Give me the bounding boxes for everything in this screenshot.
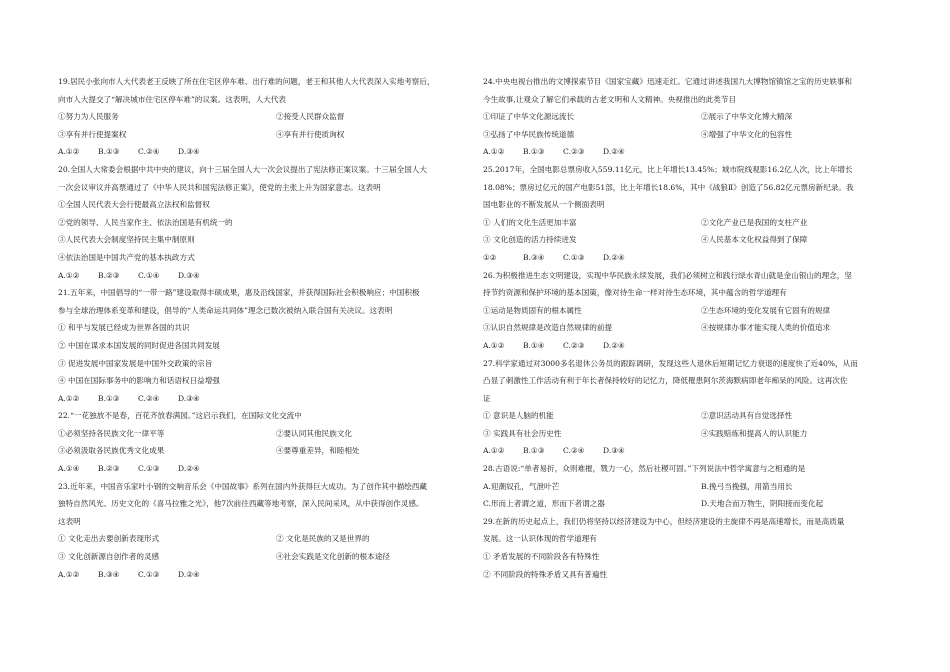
option: ①运动是物质固有的根本属性 [483,305,582,315]
option-row [58,425,468,443]
option: ①努力为人民服务 [58,112,119,122]
option: ④人民基本文化权益得到了保障 [701,235,808,245]
question-stem-line: 27.科学家通过对3000多名退休公务员的跟踪调研，发现这些人退休后短期记忆力衰退的速度快了近40%，从而 [483,358,858,368]
option-row [58,530,468,548]
option-row [58,126,468,144]
answer-choice: A.①② [483,147,505,157]
answer-choice: C.②④ [138,393,160,403]
option: ①全国人民代表大会行使最高立法权和监督权 [58,200,210,210]
question-stem-line: 国电影业的不断发展从一个侧面表明 [483,200,605,210]
answer-choice: C.②③ [563,147,585,157]
option: ② 文化是民族的又是世界的 [276,534,370,544]
option: ③享有并行使提案权 [58,129,127,139]
option: ① 意识是人脑的机能 [483,411,554,421]
question [483,161,893,267]
answer-choice: D.③④ [178,393,200,403]
option-row [483,407,893,425]
option: ① 和平与发展已经成为世界各国的共识 [58,323,190,333]
answer-choice: D.②④ [603,340,625,350]
option: ④要尊重差异，和睦相处 [276,446,360,456]
option: ④享有并行使质询权 [276,129,345,139]
option-row [483,495,893,513]
answer-choice: A.①② [58,569,80,579]
question-stem-line: 今生故事,让观众了解它们承载的古老文明和人文精神。央视推出的此类节目 [483,94,737,104]
answer-choice: D.②④ [178,569,200,579]
option-row [483,231,893,249]
option: ②党的领导、人民当家作主、依法治国是有机统一的 [58,217,233,227]
option: ③ 文化创造的活力持续迸发 [483,235,577,245]
option: ① 人们的文化生活更加丰富 [483,217,577,227]
answer-choice: B.①③ [98,147,120,157]
question-stem-line: 独特自然风光、历史文化的《喜马拉雅之光》，他7次前往西藏等地考察，深入民间采风，从中获得创作灵感。 [58,499,424,509]
answer-choice: B.②③ [98,270,120,280]
question-stem-line: 22.“一花独放不是春，百花齐放春满园。”这启示我们，在国际文化交流中 [58,411,302,421]
option: ②接受人民群众监督 [276,112,345,122]
answer-choice: B.③④ [523,252,545,262]
answer-choice: D.②④ [603,252,625,262]
answer-choice: C.①③ [138,569,160,579]
question-stem-line: 凸显了刺激性工作活动有利于年长者保持较好的记忆力，降低罹患阿尔茨海默病即老年痴呆的风险。这再次佐 [483,376,848,386]
question [58,407,468,477]
answer-choice: C.②③ [563,340,585,350]
question-stem-line: 26.为积极推进生态文明建设，实现中华民族永续发展，我们必须树立和践行绿水青山就是金山银山的理念，坚 [483,270,852,280]
left-column [58,73,468,583]
option: ① 文化走出去要创新表现形式 [58,534,160,544]
answer-choices [58,267,468,285]
answer-choice: C.①③ [138,464,160,474]
question-stem-line: 一次会议审议并高票通过了《中华人民共和国宪法修正案》，使党的主张上升为国家意志。这表明 [58,182,381,192]
question-stem-line: 这表明 [58,516,81,526]
option: ④ 中国在国际事务中的影响力和话语权日益增强 [58,376,220,386]
option: ④增强了中华文化的包容性 [701,129,793,139]
question-stem-line: 21.五年来，中国倡导的“一带一路”建设取得丰硕成果，惠及沿线国家，并获得国际社会积极响应；中国积极 [58,288,420,298]
answer-choices [483,442,893,460]
answer-choice: B.③④ [98,569,120,579]
answer-choice: C.②④ [563,446,585,456]
option: ③人民代表大会制度坚持民主集中制原则 [58,235,195,245]
right-column [483,73,893,583]
answer-choices [483,249,893,267]
option: ②意识活动具有自觉选择性 [701,411,793,421]
option: ①必须坚持各民族文化一律平等 [58,428,165,438]
option: ④社会实践是文化创新的根本途径 [276,552,390,562]
answer-choices [58,566,468,584]
answer-choice: D.②④ [603,147,625,157]
answer-choice: D.②④ [178,464,200,474]
answer-choice: D.③④ [178,270,200,280]
option: A.迎潮奴孔，气泄叶芒 [483,481,560,491]
option: ③认识自然规律是改造自然规律的前提 [483,323,613,333]
option: ③ 促进发展中国家发展是中国外交政策的宗旨 [58,358,213,368]
answer-choice: A.①② [58,393,80,403]
answer-choice: B.①④ [523,340,545,350]
question [483,355,893,461]
option-row [483,319,893,337]
option: ③ 实践具有社会历史性 [483,428,562,438]
question-stem-line: 24.中央电视台推出的文博探索节目《国家宝藏》迅速走红。它通过讲述我国九大博物馆镇馆之宝的历史轶事和 [483,77,852,86]
question [483,73,893,161]
question-stem-line: 参与全球治理体系变革和建设，倡导的“人类命运共同体”理念已数次被纳入联合国有关决议。这表明 [58,305,393,315]
question [58,161,468,284]
question [483,513,893,583]
answer-choices [58,390,468,408]
option: ②要认同其他民族文化 [276,428,352,438]
answer-choice: C.①③ [563,252,585,262]
option-row [58,442,468,460]
question [58,73,468,161]
question-stem-line: 发展。这一认识体现的哲学道理有 [483,534,597,544]
option: ④依法治国是中国共产党的基本执政方式 [58,252,195,262]
answer-choice: D.③④ [178,147,200,157]
question-stem-line: 持节约资源和保护环境的基本国策，像对待生命一样对待生态环境，其中蕴含的哲学道理有 [483,288,787,298]
option: ③弘扬了中华民族传统道德 [483,129,575,139]
answer-choice: C.①④ [138,270,160,280]
question-stem-line: 29.在新的历史起点上，我们仍将坚持以经济建设为中心，但经济建设的主旋律不再是高速增长，而是高质量 [483,516,845,526]
option-row [58,548,468,566]
question [483,267,893,355]
option-row [483,425,893,443]
option-row [483,302,893,320]
answer-choice: A.①② [483,446,505,456]
answer-choice: C.②④ [138,147,160,157]
option-row [483,126,893,144]
question [58,284,468,407]
question-stem-line: 28.古语说:“单者易折，众则难摧，戮力一心，然后社稷可固。”下列说法中哲学寓意与之相通的是 [483,464,806,474]
option: B.挽弓当挽强，用箭当用长 [701,481,793,491]
option-row [483,108,893,126]
answer-choice: ①② [483,252,497,262]
question-stem-line: 25.2017年，全国电影总票房收入559.11亿元，比上年增长13.45%；城市院线观影16.2亿人次，比上年增长 [483,164,853,174]
option: ④实践赔炼和提高人的认识能力 [701,428,808,438]
option: ②文化产业已是我国的支柱产业 [701,217,808,227]
answer-choice: A.①④ [58,464,80,474]
question-stem-line: 向市人大提交了“解决城市住宅区停车难”的议案。这表明，人大代表 [58,94,286,104]
answer-choices [58,460,468,478]
question-stem-line: 23.近年来，中国音乐家叶小钢的交响音乐会《中国故事》系列在国内外获得巨大成功。为了创作其中描绘西藏 [58,481,427,491]
option: ② 不同阶段的特殊矛盾又具有普遍性 [483,569,607,579]
question [483,460,893,513]
option: ②生态环境的变化发展有它固有的规律 [701,305,831,315]
option-row [483,478,893,496]
option: ① 矛盾发展的不同阶段各有特殊性 [483,552,600,562]
question-stem-line: 18.08%；票房过亿元的国产电影51部，比上年增长18.6%，其中《战狼Ⅱ》创造了56.82亿元票房新纪录。我 [483,182,854,192]
option-row [483,214,893,232]
option-row [58,108,468,126]
option: ③ 文化创新源自创作者的灵感 [58,552,160,562]
answer-choice: A.①② [483,340,505,350]
answer-choices [483,143,893,161]
option: ②展示了中华文化博大精深 [701,112,793,122]
answer-choice: A.①② [58,270,80,280]
answer-choice: B.①③ [523,446,545,456]
answer-choice: B.①③ [98,393,120,403]
question-stem-line: 20.全国人大常委会根据中共中央的建议，向十三届全国人大一次会议提出了宪法修正案议案。十三届全国人大 [58,164,427,174]
answer-choices [58,143,468,161]
option: C.形而上者谓之道，形而下者谓之器 [483,499,605,509]
answer-choices [483,337,893,355]
question [58,478,468,584]
answer-choice: A.①② [58,147,80,157]
option: ③必须汲取各民族优秀文化成果 [58,446,165,456]
answer-choice: B.②③ [98,464,120,474]
question-stem-line: 证 [483,393,491,403]
answer-choice: D.③④ [603,446,625,456]
option: D.天地合而万物生，阴阳接而变化起 [701,499,824,509]
option: ④按规律办事才能实现人类的价值追求 [701,323,831,333]
answer-choice: B.①③ [523,147,545,157]
option: ② 中国在谋求本国发展的同时促进各国共同发展 [58,340,220,350]
option: ①印证了中华文化源远流长 [483,112,575,122]
question-stem-line: 19.居民小张向市人大代表老王反映了所在住宅区停车难、出行难的问题，老王和其他人大代表深入实地考察后， [58,77,435,86]
